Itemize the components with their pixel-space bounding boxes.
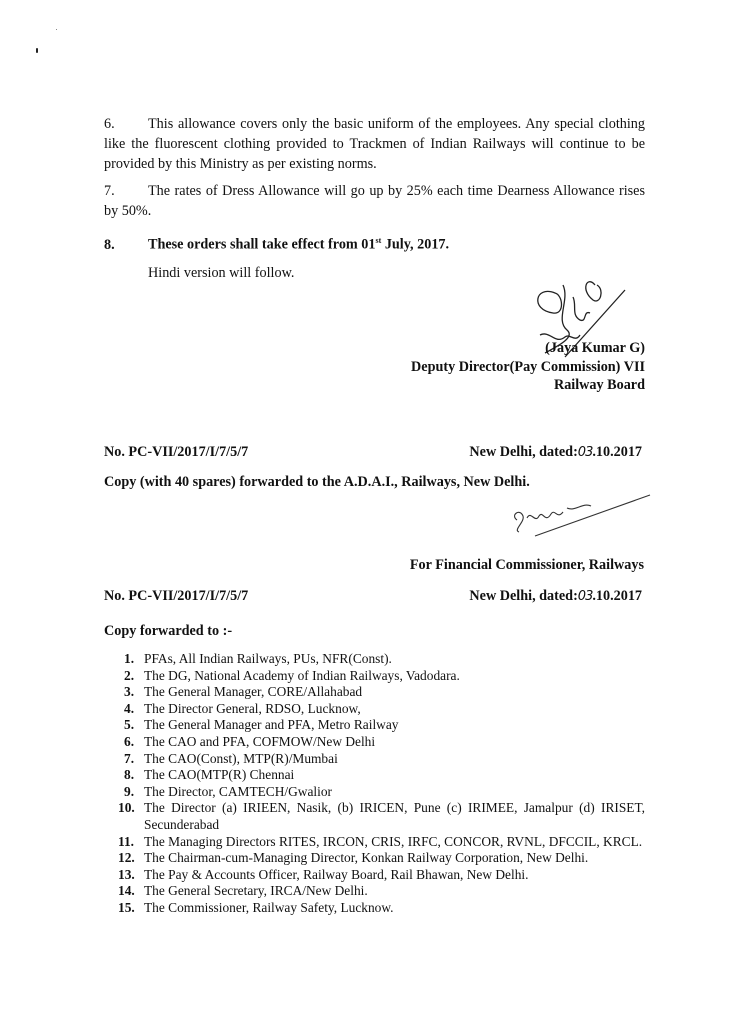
list-item xyxy=(124,684,645,701)
dated-day-handwritten: 03 xyxy=(577,589,593,604)
list-text: The CAO(MTP(R) Chennai xyxy=(144,767,295,783)
list-text: The Director (a) IRIEEN, Nasik, (b) IRICEN, Pune (c) IRIMEE, Jamalpur (d) IRISET, Secunderabad xyxy=(144,800,645,832)
list-item xyxy=(124,651,645,668)
list-item xyxy=(124,734,645,751)
distribution-list xyxy=(118,651,645,917)
list-item xyxy=(124,767,645,784)
list-item xyxy=(118,866,645,884)
dated-label: New Delhi, dated: xyxy=(469,444,578,460)
list-text: The DG, National Academy of Indian Railways, Vadodara. xyxy=(144,667,460,683)
list-text: The CAO and PFA, COFMOW/New Delhi xyxy=(144,733,376,749)
list-text: The Director General, RDSO, Lucknow, xyxy=(144,700,361,716)
list-number: 5. xyxy=(124,717,135,733)
list-text: PFAs, All Indian Railways, PUs, NFR(Const). xyxy=(144,651,392,666)
dated-line-2 xyxy=(469,587,642,606)
list-item xyxy=(124,784,645,801)
list-number: 9. xyxy=(124,783,135,799)
ordinal-suffix: st xyxy=(375,236,382,245)
copy-forwarded-heading: Copy forwarded to :- xyxy=(104,623,233,639)
paragraph-number: 6. xyxy=(104,116,115,132)
paragraph-7 xyxy=(104,181,645,221)
paragraph-8 xyxy=(104,231,645,255)
list-text: The Managing Directors RITES, IRCON, CRIS, IRFC, CONCOR, RVNL, DFCCIL, KRCL. xyxy=(144,833,643,849)
list-item xyxy=(124,668,645,685)
signoff-financial-commissioner: For Financial Commissioner, Railways xyxy=(409,557,644,573)
list-text: The General Secretary, IRCA/New Delhi. xyxy=(144,883,368,899)
list-text: The Director, CAMTECH/Gwalior xyxy=(144,783,333,799)
list-item xyxy=(118,883,645,900)
paragraph-text: This allowance covers only the basic uniform of the employees. Any special clothing like the fluorescent clothing provided to Trackmen of Indian Railways will continue to be provided by this Ministry as per existing norms. xyxy=(104,116,645,172)
signatory-name: (Jaya Kumar G) xyxy=(545,340,645,356)
list-number: 8. xyxy=(124,767,135,783)
list-number: 6. xyxy=(124,733,135,749)
list-item xyxy=(124,751,645,768)
dated-rest: .10.2017 xyxy=(592,588,642,604)
paragraph-6 xyxy=(104,114,645,174)
list-item xyxy=(118,850,645,867)
list-item xyxy=(118,833,645,851)
list-number: 15. xyxy=(118,899,135,915)
list-number: 13. xyxy=(118,866,135,882)
list-item xyxy=(118,899,645,917)
list-number: 1. xyxy=(124,651,135,666)
list-number: 14. xyxy=(118,883,135,899)
list-number: 7. xyxy=(124,750,135,766)
list-number: 11. xyxy=(118,833,134,849)
list-text: The General Manager, CORE/Allahabad xyxy=(144,684,363,700)
list-item xyxy=(118,800,645,833)
paragraph-text: The rates of Dress Allowance will go up by 25% each time Dearness Allowance rises by 50%. xyxy=(104,183,645,219)
list-number: 3. xyxy=(124,684,135,700)
dated-label: New Delhi, dated: xyxy=(469,588,578,604)
dated-day-handwritten: 03 xyxy=(577,445,593,460)
list-text: The Commissioner, Railway Safety, Lucknow. xyxy=(144,899,394,915)
list-item xyxy=(124,701,645,718)
reference-number-1: No. PC-VII/2017/I/7/5/7 xyxy=(104,444,249,460)
signatory-office: Railway Board xyxy=(553,377,645,393)
list-text: The CAO(Const), MTP(R)/Mumbai xyxy=(144,750,338,766)
list-number: 4. xyxy=(124,700,135,716)
copy-forward-adai: Copy (with 40 spares) forwarded to the A.D.A.I., Railways, New Delhi. xyxy=(104,474,530,490)
list-number: 10. xyxy=(118,800,135,816)
list-number: 12. xyxy=(118,850,135,866)
scan-mark xyxy=(36,48,38,53)
scan-dot xyxy=(56,29,57,30)
list-text: The Pay & Accounts Officer, Railway Board, Rail Bhawan, New Delhi. xyxy=(144,866,529,882)
list-item xyxy=(124,717,645,734)
paragraph-number: 8. xyxy=(104,236,115,253)
hindi-version-note: Hindi version will follow. xyxy=(148,265,295,281)
paragraph-number: 7. xyxy=(104,183,115,199)
list-number: 2. xyxy=(124,667,135,683)
list-text: The General Manager and PFA, Metro Railway xyxy=(144,717,399,733)
list-text: The Chairman-cum-Managing Director, Konkan Railway Corporation, New Delhi. xyxy=(144,850,589,866)
signatory-designation: Deputy Director(Pay Commission) VII xyxy=(411,358,645,375)
initials-signature-image xyxy=(505,490,655,540)
signatory-block xyxy=(411,339,645,395)
dated-line-1 xyxy=(469,443,642,462)
dated-rest: .10.2017 xyxy=(592,444,642,460)
paragraph-text: These orders shall take effect from 01 xyxy=(148,236,376,253)
reference-number-2: No. PC-VII/2017/I/7/5/7 xyxy=(104,588,249,604)
paragraph-text-end: July, 2017. xyxy=(381,236,450,253)
